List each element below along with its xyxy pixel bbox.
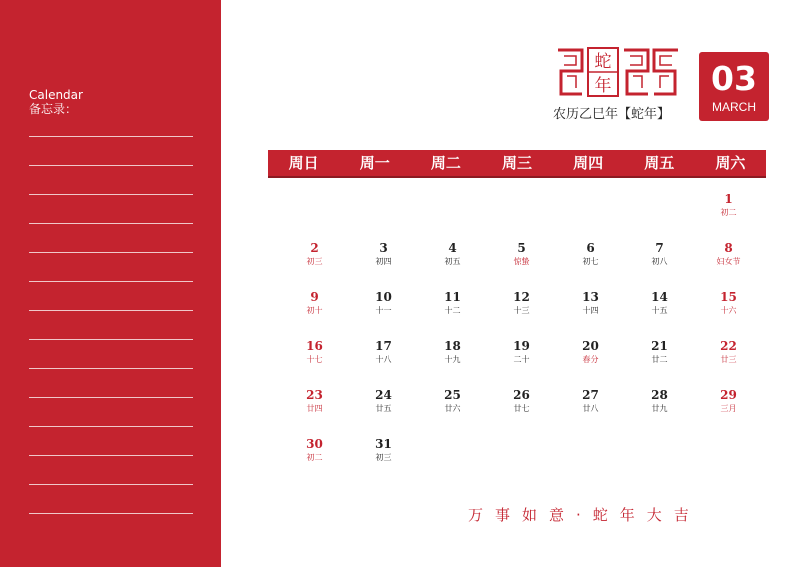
lunar-date: 十二 [444, 306, 461, 315]
memo-sidebar [0, 0, 221, 567]
day-number: 22 [720, 339, 737, 353]
empty-cell [694, 436, 763, 485]
lunar-date: 十四 [582, 306, 599, 315]
day-number: 29 [720, 388, 737, 402]
week-row [280, 387, 763, 436]
lunar-date: 初十 [306, 306, 323, 315]
empty-cell [487, 191, 556, 240]
week-row [280, 240, 763, 289]
lunar-date: 廿七 [513, 404, 530, 413]
blessing-text: 万事如意·蛇年大吉 [468, 506, 701, 524]
day-number: 11 [444, 290, 461, 304]
lunar-date: 十六 [720, 306, 737, 315]
lunar-date: 廿四 [306, 404, 323, 413]
memo-line [29, 136, 193, 137]
memo-line [29, 455, 193, 456]
week-row [280, 191, 763, 240]
lunar-date: 初五 [444, 257, 461, 266]
memo-line [29, 397, 193, 398]
sidebar-title: Calendar [29, 88, 83, 102]
memo-line [29, 252, 193, 253]
day-cell [349, 240, 418, 289]
day-cell [487, 289, 556, 338]
calendar-grid [280, 191, 763, 485]
memo-line [29, 484, 193, 485]
day-cell [556, 240, 625, 289]
lunar-date: 初四 [375, 257, 392, 266]
day-number: 5 [517, 241, 526, 255]
day-number: 28 [651, 388, 668, 402]
day-cell [418, 240, 487, 289]
zodiac-char-2: 年 [594, 76, 612, 96]
empty-cell [487, 436, 556, 485]
lunar-date: 十九 [444, 355, 461, 364]
day-number: 25 [444, 388, 461, 402]
day-number: 16 [306, 339, 323, 353]
weekday-saturday: 周六 [715, 154, 746, 172]
day-number: 19 [513, 339, 530, 353]
memo-line [29, 165, 193, 166]
lunar-date: 十一 [375, 306, 392, 315]
lunar-date: 妇女节 [716, 257, 741, 266]
day-cell [625, 387, 694, 436]
lunar-date: 初三 [306, 257, 323, 266]
day-cell [349, 289, 418, 338]
memo-line [29, 281, 193, 282]
day-cell [694, 387, 763, 436]
empty-cell [625, 436, 694, 485]
lunar-date: 廿五 [375, 404, 392, 413]
memo-header [29, 88, 83, 116]
day-cell [556, 338, 625, 387]
day-number: 15 [720, 290, 737, 304]
day-cell [418, 387, 487, 436]
lunar-date: 廿八 [582, 404, 599, 413]
day-number: 12 [513, 290, 530, 304]
day-cell [487, 338, 556, 387]
lunar-date: 初三 [375, 453, 392, 462]
memo-line [29, 368, 193, 369]
lunar-date: 廿二 [651, 355, 668, 364]
day-cell [349, 338, 418, 387]
day-number: 13 [582, 290, 599, 304]
zodiac-char-1: 蛇 [594, 52, 612, 72]
day-number: 10 [375, 290, 392, 304]
day-number: 26 [513, 388, 530, 402]
weekday-sunday: 周日 [288, 154, 319, 172]
day-number: 1 [724, 192, 733, 206]
day-number: 14 [651, 290, 668, 304]
empty-cell [556, 191, 625, 240]
empty-cell [625, 191, 694, 240]
day-cell [694, 191, 763, 240]
day-cell [280, 338, 349, 387]
empty-cell [280, 191, 349, 240]
day-number: 20 [582, 339, 599, 353]
day-cell [487, 240, 556, 289]
day-number: 9 [310, 290, 319, 304]
empty-cell [418, 436, 487, 485]
day-number: 30 [306, 437, 323, 451]
day-number: 18 [444, 339, 461, 353]
week-row [280, 338, 763, 387]
memo-line [29, 513, 193, 514]
lunar-date: 春分 [582, 355, 599, 364]
weekday-header [268, 150, 766, 178]
day-cell [418, 338, 487, 387]
memo-line [29, 310, 193, 311]
day-cell [280, 436, 349, 485]
week-row [280, 289, 763, 338]
day-cell [625, 240, 694, 289]
lunar-date: 初二 [306, 453, 323, 462]
day-number: 23 [306, 388, 323, 402]
lunar-date: 十八 [375, 355, 392, 364]
memo-line [29, 426, 193, 427]
lunar-date: 廿六 [444, 404, 461, 413]
weekday-friday: 周五 [644, 154, 675, 172]
day-cell [694, 338, 763, 387]
weekday-monday: 周一 [359, 154, 390, 172]
empty-cell [556, 436, 625, 485]
memo-line [29, 194, 193, 195]
day-cell [694, 240, 763, 289]
lunar-date: 初八 [651, 257, 668, 266]
day-cell [625, 338, 694, 387]
lunar-date: 十五 [651, 306, 668, 315]
memo-line [29, 223, 193, 224]
lunar-date: 廿九 [651, 404, 668, 413]
day-cell [280, 289, 349, 338]
lunar-year-label: 农历乙巳年【蛇年】 [553, 107, 671, 122]
lunar-date: 二十 [513, 355, 530, 364]
day-number: 27 [582, 388, 599, 402]
month-number: 03 [711, 59, 757, 98]
lunar-date: 十三 [513, 306, 530, 315]
lunar-date: 十七 [306, 355, 323, 364]
weekday-tuesday: 周二 [430, 154, 461, 172]
day-cell [556, 387, 625, 436]
day-cell [487, 387, 556, 436]
memo-line [29, 339, 193, 340]
day-number: 24 [375, 388, 392, 402]
day-number: 2 [310, 241, 319, 255]
day-number: 21 [651, 339, 668, 353]
empty-cell [349, 191, 418, 240]
day-cell [625, 289, 694, 338]
lunar-date: 初二 [720, 208, 737, 217]
day-number: 7 [655, 241, 664, 255]
day-cell [349, 387, 418, 436]
month-name: MARCH [712, 100, 756, 114]
lunar-date: 三月 [720, 404, 737, 413]
day-cell [694, 289, 763, 338]
day-number: 6 [586, 241, 595, 255]
day-cell [556, 289, 625, 338]
lunar-date: 惊蛰 [513, 257, 530, 266]
lunar-date: 廿三 [720, 355, 737, 364]
day-cell [280, 387, 349, 436]
weekday-thursday: 周四 [573, 154, 604, 172]
memo-lines [29, 136, 193, 542]
week-row [280, 436, 763, 485]
day-cell [280, 240, 349, 289]
day-cell [418, 289, 487, 338]
lunar-date: 初七 [582, 257, 599, 266]
year-2025-logo [556, 46, 682, 98]
day-number: 4 [448, 241, 457, 255]
month-badge [699, 52, 769, 121]
empty-cell [418, 191, 487, 240]
day-number: 3 [379, 241, 388, 255]
day-number: 31 [375, 437, 392, 451]
weekday-wednesday: 周三 [501, 154, 532, 172]
day-number: 8 [724, 241, 733, 255]
day-cell [349, 436, 418, 485]
day-number: 17 [375, 339, 392, 353]
memo-label: 备忘录： [29, 102, 78, 116]
